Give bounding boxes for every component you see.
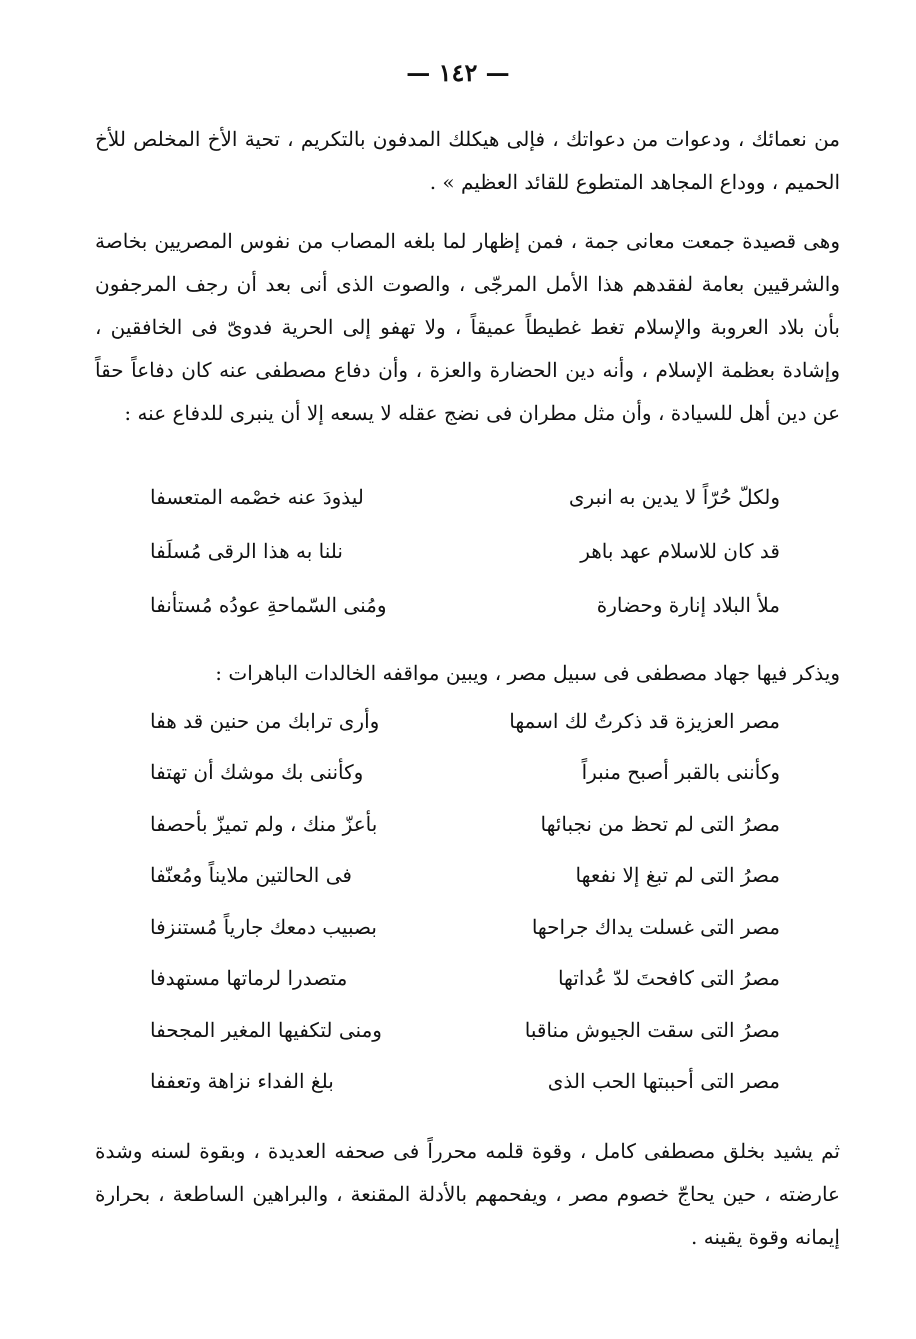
page-number: — ١٤٢ — [406, 58, 510, 87]
verse-first-hemistich: مصر العزيزة قد ذكرتُ لك اسمها [509, 708, 780, 733]
verse-second-hemistich: نلنا به هذا الرقى مُسلَفا [150, 539, 343, 563]
verse-first-hemistich: قد كان للاسلام عهد باهر [580, 539, 780, 563]
verse-second-hemistich: وكأننى بك موشك أن تهتفا [150, 760, 364, 785]
verse-first-hemistich: ملأ البلاد إنارة وحضارة [596, 593, 780, 617]
verse-second-hemistich: بأعزّ منك ، ولم تميزّ بأحصفا [150, 811, 378, 836]
verse-line [150, 695, 780, 747]
verse-second-hemistich: بصبيب دمعك جارياً مُستنزفا [150, 914, 377, 939]
verse-line [150, 524, 780, 578]
verse-second-hemistich: بلغ الفداء نزاهة وتعففا [150, 1069, 334, 1094]
verse-line [150, 747, 780, 799]
verse-line [150, 798, 780, 850]
poem-excerpt-1 [150, 470, 780, 632]
verse-first-hemistich: مصر التى غسلت يداك جراحها [531, 914, 780, 939]
poem-excerpt-2 [150, 695, 780, 1107]
verse-first-hemistich: مصرُ التى لم تحظ من نجبائها [540, 811, 780, 836]
verse-second-hemistich: متصدرا لرماتها مستهدفا [150, 966, 348, 991]
verse-line [150, 1056, 780, 1108]
verse-line [150, 1004, 780, 1056]
verse-second-hemistich: وأرى ترابك من حنين قد هفا [150, 708, 380, 733]
verse-line [150, 901, 780, 953]
verse-first-hemistich: مصرُ التى كافحتَ لدّ عُداتها [557, 966, 780, 991]
verse-line [150, 578, 780, 632]
verse-second-hemistich: ومُنى السّماحةِ عودُه مُستأنفا [150, 593, 387, 617]
paragraph-mustafa-struggle: ويذكر فيها جهاد مصطفى فى سبيل مصر ، ويبين مواقفه الخالدات الباهرات : [215, 661, 840, 685]
verse-second-hemistich: ومنى لتكفيها المغير المجحفا [150, 1017, 382, 1042]
verse-second-hemistich: ليذودَ عنه خصْمه المتعسفا [150, 485, 364, 509]
paragraph-poem-description: وهى قصيدة جمعت معانى جمة ، فمن إظهار لما بلغه المصاب من نفوس المصريين بخاصة والشرقيين بعامة لفقدهم هذا الأمل المرجّى ، والصوت الذى أنى بعد أن رجف المرجفون بأن بلاد العروبة والإسلام تغط غطيطاً عميقاً ، ولا تهفو إلى الحرية فدوىّ فى الخافقين ، وإشادة بعظمة الإسلام ، وأنه دين الحضارة والعزة ، وأن دفاع مصطفى عنه كان دفاعاً حقاً عن دين أهل للسيادة ، وأن مثل مطران فى نضج عقله لا يسعه إلا أن ينبرى للدفاع عنه : [95, 229, 840, 425]
paragraph-intro: من نعمائك ، ودعوات من دعواتك ، فإلى هيكلك المدفون بالتكريم ، تحية الأخ المخلص للأخ الحميم ، ووداع المجاهد المتطوع للقائد العظيم » . [95, 127, 840, 194]
paragraph-mustafa-character: ثم يشيد بخلق مصطفى كامل ، وقوة قلمه محرراً فى صحفه العديدة ، وبقوة لسنه وشدة عارضته ، حين يحاجّ خصوم مصر ، ويفحمهم بالأدلة المقنعة ، والبراهين الساطعة ، بحرارة إيمانه وقوة يقينه . [95, 1139, 840, 1249]
verse-line [150, 953, 780, 1005]
verse-line [150, 850, 780, 902]
verse-second-hemistich: فى الحالتين ملايناً ومُعنّفا [150, 863, 352, 888]
verse-line [150, 470, 780, 524]
verse-first-hemistich: مصرُ التى سقت الجيوش مناقبا [524, 1017, 780, 1042]
verse-first-hemistich: مصر التى أحببتها الحب الذى [547, 1069, 780, 1094]
verse-first-hemistich: ولكلّ حُرّاً لا يدين به انبرى [568, 485, 780, 509]
verse-first-hemistich: مصرُ التى لم تبغ إلا نفعها [575, 863, 780, 888]
verse-first-hemistich: وكأننى بالقبر أصبح منبراً [581, 760, 780, 785]
